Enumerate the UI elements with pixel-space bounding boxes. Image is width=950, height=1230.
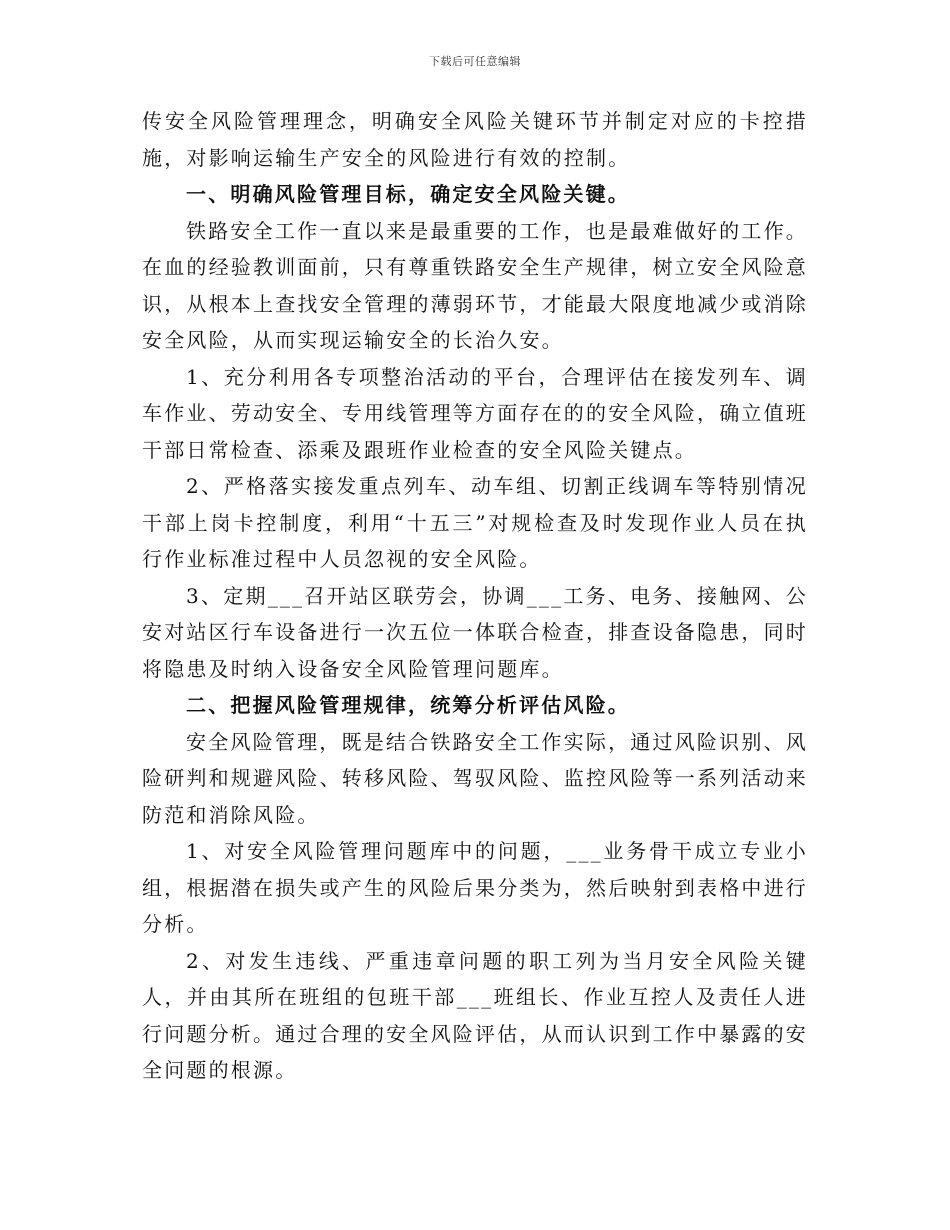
paragraph: 铁路安全工作一直以来是最重要的工作，也是最难做好的工作。在血的经验教训面前，只有尊重铁路安全生产规律，树立安全风险意识，从根本上查找安全管理的薄弱环节，才能最大限度地减少或消除安全风险，从而实现运输安全的长治久安。 bbox=[142, 218, 808, 352]
page-header: 下载后可任意编辑 bbox=[429, 55, 521, 68]
section-heading-2: 二、把握风险管理规律，统筹分析评估风险。 bbox=[186, 693, 630, 717]
list-item: 2、严格落实接发重点列车、动车组、切割正线调车等特别情况干部上岗卡控制度，利用“十五三”对规检查及时发现作业人员在执行作业标准过程中人员忽视的安全风险。 bbox=[142, 474, 808, 571]
document-body bbox=[142, 103, 808, 1089]
section-heading-1: 一、明确风险管理目标，确定安全风险关键。 bbox=[186, 182, 630, 206]
list-item: 1、充分利用各专项整治活动的平台，合理评估在接发列车、调车作业、劳动安全、专用线管理等方面存在的的安全风险，确立值班干部日常检查、添乘及跟班作业检查的安全风险关键点。 bbox=[142, 364, 808, 462]
list-item: 1、对安全风险管理问题库中的问题，___业务骨干成立专业小组，根据潜在损失或产生的风险后果分类为，然后映射到表格中进行分析。 bbox=[142, 839, 808, 936]
paragraph-continuation: 传安全风险管理理念，明确安全风险关键环节并制定对应的卡控措施，对影响运输生产安全的风险进行有效的控制。 bbox=[142, 109, 808, 170]
paragraph: 安全风险管理，既是结合铁路安全工作实际，通过风险识别、风险研判和规避风险、转移风险、驾驭风险、监控风险等一系列活动来防范和消除风险。 bbox=[142, 729, 808, 827]
list-item: 3、定期___召开站区联劳会，协调___工务、电务、接触网、公安对站区行车设备进行一次五位一体联合检查，排查设备隐患，同时将隐患及时纳入设备安全风险管理问题库。 bbox=[142, 583, 808, 681]
list-item: 2、对发生违线、严重违章问题的职工列为当月安全风险关键人，并由其所在班组的包班干部___班组长、作业互控人及责任人进行问题分析。通过合理的安全风险评估，从而认识到工作中暴露的安全问题的根源。 bbox=[142, 948, 808, 1082]
